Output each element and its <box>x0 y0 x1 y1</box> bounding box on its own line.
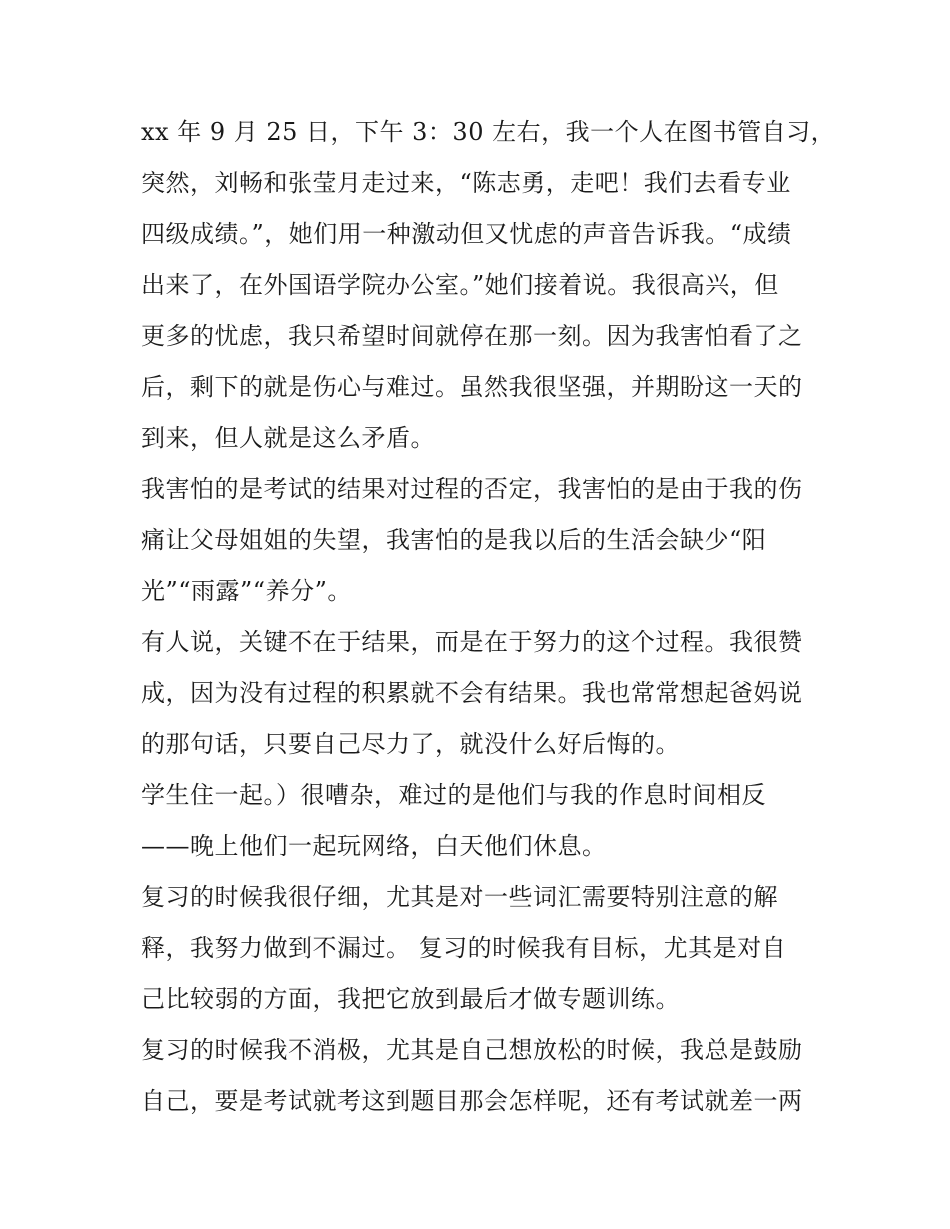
text-line: 到来，但人就是这么矛盾。 <box>141 424 435 452</box>
text-line: 自己，要是考试就考这到题目那会怎样呢，还有考试就差一两 <box>141 1087 803 1115</box>
text-line: 出来了，在外国语学院办公室。”她们接着说。我很高兴，但 <box>141 271 779 299</box>
text-line: 更多的忧虑，我只希望时间就停在那一刻。因为我害怕看了之 <box>141 322 803 350</box>
text-line: 复习的时候我很仔细，尤其是对一些词汇需要特别注意的解 <box>141 883 778 911</box>
text-line: 痛让父母姐姐的失望，我害怕的是我以后的生活会缺少“阳 <box>141 526 767 554</box>
text-line: 光”“雨露”“养分”。 <box>141 577 352 605</box>
text-line: xx 年 9 月 25 日，下午 3：30 左右，我一个人在图书管自习， <box>141 118 836 146</box>
text-line: 学生住一起。）很嘈杂，难过的是他们与我的作息时间相反 <box>141 781 766 809</box>
text-line: 后，剩下的就是伤心与难过。虽然我很坚强，并期盼这一天的 <box>141 373 803 401</box>
text-line: 的那句话，只要自己尽力了，就没什么好后悔的。 <box>141 730 680 758</box>
body-text <box>141 107 836 1127</box>
text-line: 我害怕的是考试的结果对过程的否定，我害怕的是由于我的伤 <box>141 475 803 503</box>
text-line: ——晚上他们一起玩网络，白天他们休息。 <box>141 832 607 860</box>
text-line: 成，因为没有过程的积累就不会有结果。我也常常想起爸妈说 <box>141 679 803 707</box>
text-line: 有人说，关键不在于结果，而是在于努力的这个过程。我很赞 <box>141 628 803 656</box>
text-line: 己比较弱的方面，我把它放到最后才做专题训练。 <box>141 985 680 1013</box>
text-line: 复习的时候我不消极，尤其是自己想放松的时候，我总是鼓励 <box>141 1036 803 1064</box>
text-line: 四级成绩。”，她们用一种激动但又忧虑的声音告诉我。“成绩 <box>141 220 792 248</box>
text-line: 释，我努力做到不漏过。 复习的时候我有目标，尤其是对自 <box>141 934 787 962</box>
text-line: 突然，刘畅和张莹月走过来，“陈志勇，走吧！我们去看专业 <box>141 169 791 197</box>
